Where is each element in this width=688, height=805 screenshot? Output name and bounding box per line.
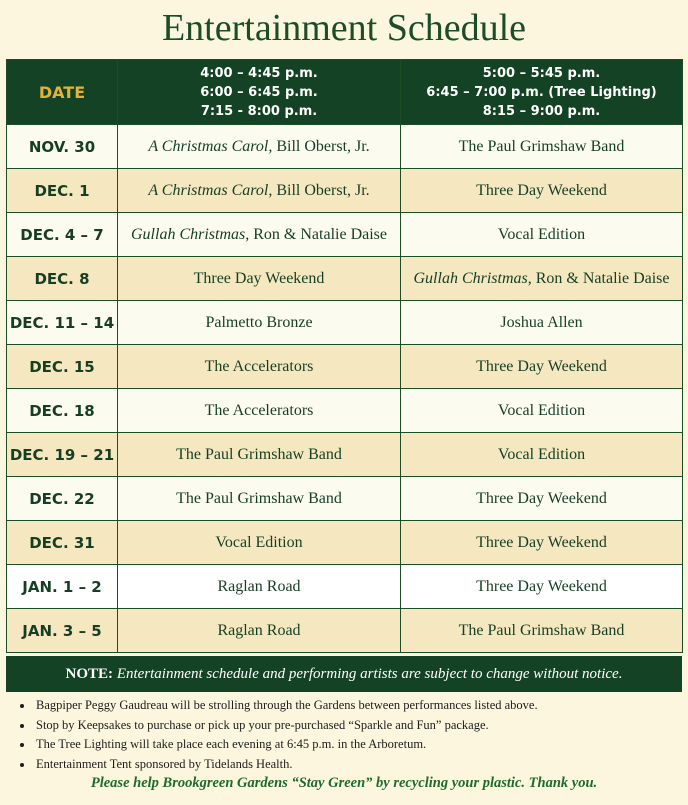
slot-a-performer	[118, 257, 401, 301]
table-row	[7, 169, 683, 213]
info-list	[22, 696, 538, 774]
slot-b-performer	[401, 345, 683, 389]
performer-name: Three Day Weekend	[476, 489, 607, 507]
performer-name: Three Day Weekend	[476, 577, 607, 595]
performer-name: The Paul Grimshaw Band	[176, 489, 342, 507]
slot-a-time: 7:15 - 8:00 p.m.	[200, 103, 318, 119]
table-row	[7, 125, 683, 169]
date-column-header: DATE	[7, 60, 118, 125]
table-row	[7, 433, 683, 477]
performer-name: Three Day Weekend	[193, 269, 325, 287]
performer-name: Joshua Allen	[500, 313, 583, 331]
list-item: • The Tree Lighting will take place each evening at 6:45 p.m. in the Arboretum.	[34, 735, 538, 755]
table-row	[7, 257, 683, 301]
performer-name: Three Day Weekend	[476, 357, 607, 375]
table-header-row	[7, 60, 683, 125]
performance-title: A Christmas Carol,	[148, 137, 273, 155]
performance-title: A Christmas Carol,	[148, 181, 273, 199]
note-label: NOTE:	[65, 666, 114, 682]
slot-b-performer	[401, 301, 683, 345]
performer-name: Vocal Edition	[215, 533, 303, 551]
table-row	[7, 389, 683, 433]
slot-b-performer	[401, 257, 683, 301]
performer-name: Vocal Edition	[497, 445, 586, 463]
slot-b-column-header	[401, 60, 683, 125]
performer-name: Palmetto Bronze	[205, 313, 313, 331]
list-item: • Bagpiper Peggy Gaudreau will be strolling through the Gardens between performances listed above.	[34, 696, 538, 716]
slot-b-performer	[401, 433, 683, 477]
slot-a-performer	[118, 125, 401, 169]
footer-message: Please help Brookgreen Gardens “Stay Green” by recycling your plastic. Thank you.	[90, 775, 598, 791]
slot-a-performer	[118, 521, 401, 565]
row-date: DEC. 8	[7, 257, 118, 301]
performer-name: Bill Oberst, Jr.	[272, 137, 370, 155]
page-title: Entertainment Schedule	[161, 7, 527, 49]
slot-a-column-header	[118, 60, 401, 125]
performer-name: The Accelerators	[204, 357, 314, 375]
performer-name: Bill Oberst, Jr.	[272, 181, 370, 199]
row-date: JAN. 3 – 5	[7, 609, 118, 653]
slot-b-performer	[401, 389, 683, 433]
slot-b-performer	[401, 169, 683, 213]
performer-name: Three Day Weekend	[476, 181, 607, 199]
slot-a-performer	[118, 345, 401, 389]
slot-a-performer	[118, 389, 401, 433]
row-date: DEC. 22	[7, 477, 118, 521]
performance-title: Gullah Christmas	[413, 269, 528, 287]
slot-a-performer	[118, 609, 401, 653]
slot-a-performer	[118, 477, 401, 521]
row-date: DEC. 11 – 14	[7, 301, 118, 345]
table-row	[7, 609, 683, 653]
table-row	[7, 345, 683, 389]
slot-b-performer	[401, 125, 683, 169]
list-item: • Stop by Keepsakes to purchase or pick up your pre-purchased “Sparkle and Fun” package.	[34, 716, 538, 736]
slot-b-time: 6:45 – 7:00 p.m. (Tree Lighting)	[426, 84, 657, 100]
performer-name: Vocal Edition	[497, 225, 586, 243]
slot-b-time: 8:15 – 9:00 p.m.	[482, 103, 601, 119]
performer-name: The Accelerators	[204, 401, 314, 419]
performer-name: Three Day Weekend	[476, 533, 607, 551]
table-row	[7, 521, 683, 565]
slot-a-performer	[118, 213, 401, 257]
table-row	[7, 477, 683, 521]
slot-a-time: 4:00 – 4:45 p.m.	[200, 65, 318, 81]
performer-name: , Ron & Natalie Daise	[245, 225, 387, 243]
list-item: • Entertainment Tent sponsored by Tidelands Health.	[34, 755, 538, 775]
row-date: DEC. 4 – 7	[7, 213, 118, 257]
performer-name: Vocal Edition	[497, 401, 586, 419]
slot-b-performer	[401, 477, 683, 521]
slot-a-performer	[118, 565, 401, 609]
slot-b-performer	[401, 565, 683, 609]
slot-a-performer	[118, 169, 401, 213]
note-text: Entertainment schedule and performing artists are subject to change without notice.	[116, 666, 623, 682]
slot-b-time: 5:00 – 5:45 p.m.	[482, 65, 601, 81]
slot-b-performer	[401, 213, 683, 257]
slot-a-performer	[118, 301, 401, 345]
performer-name: Raglan Road	[217, 621, 301, 639]
row-date: DEC. 18	[7, 389, 118, 433]
performer-name: The Paul Grimshaw Band	[458, 137, 625, 155]
performer-name: The Paul Grimshaw Band	[176, 445, 342, 463]
schedule-table	[6, 59, 683, 653]
performer-name: The Paul Grimshaw Band	[458, 621, 625, 639]
table-row	[7, 213, 683, 257]
row-date: DEC. 19 – 21	[7, 433, 118, 477]
row-date: JAN. 1 – 2	[7, 565, 118, 609]
table-row	[7, 565, 683, 609]
note-banner	[6, 656, 682, 692]
performance-title: Gullah Christmas	[131, 225, 246, 243]
schedule-body	[7, 125, 683, 653]
row-date: NOV. 30	[7, 125, 118, 169]
row-date: DEC. 1	[7, 169, 118, 213]
slot-a-time: 6:00 – 6:45 p.m.	[200, 84, 318, 100]
row-date: DEC. 31	[7, 521, 118, 565]
slot-b-performer	[401, 609, 683, 653]
table-row	[7, 301, 683, 345]
row-date: DEC. 15	[7, 345, 118, 389]
performer-name: , Ron & Natalie Daise	[527, 269, 670, 287]
slot-a-performer	[118, 433, 401, 477]
slot-b-performer	[401, 521, 683, 565]
performer-name: Raglan Road	[217, 577, 301, 595]
